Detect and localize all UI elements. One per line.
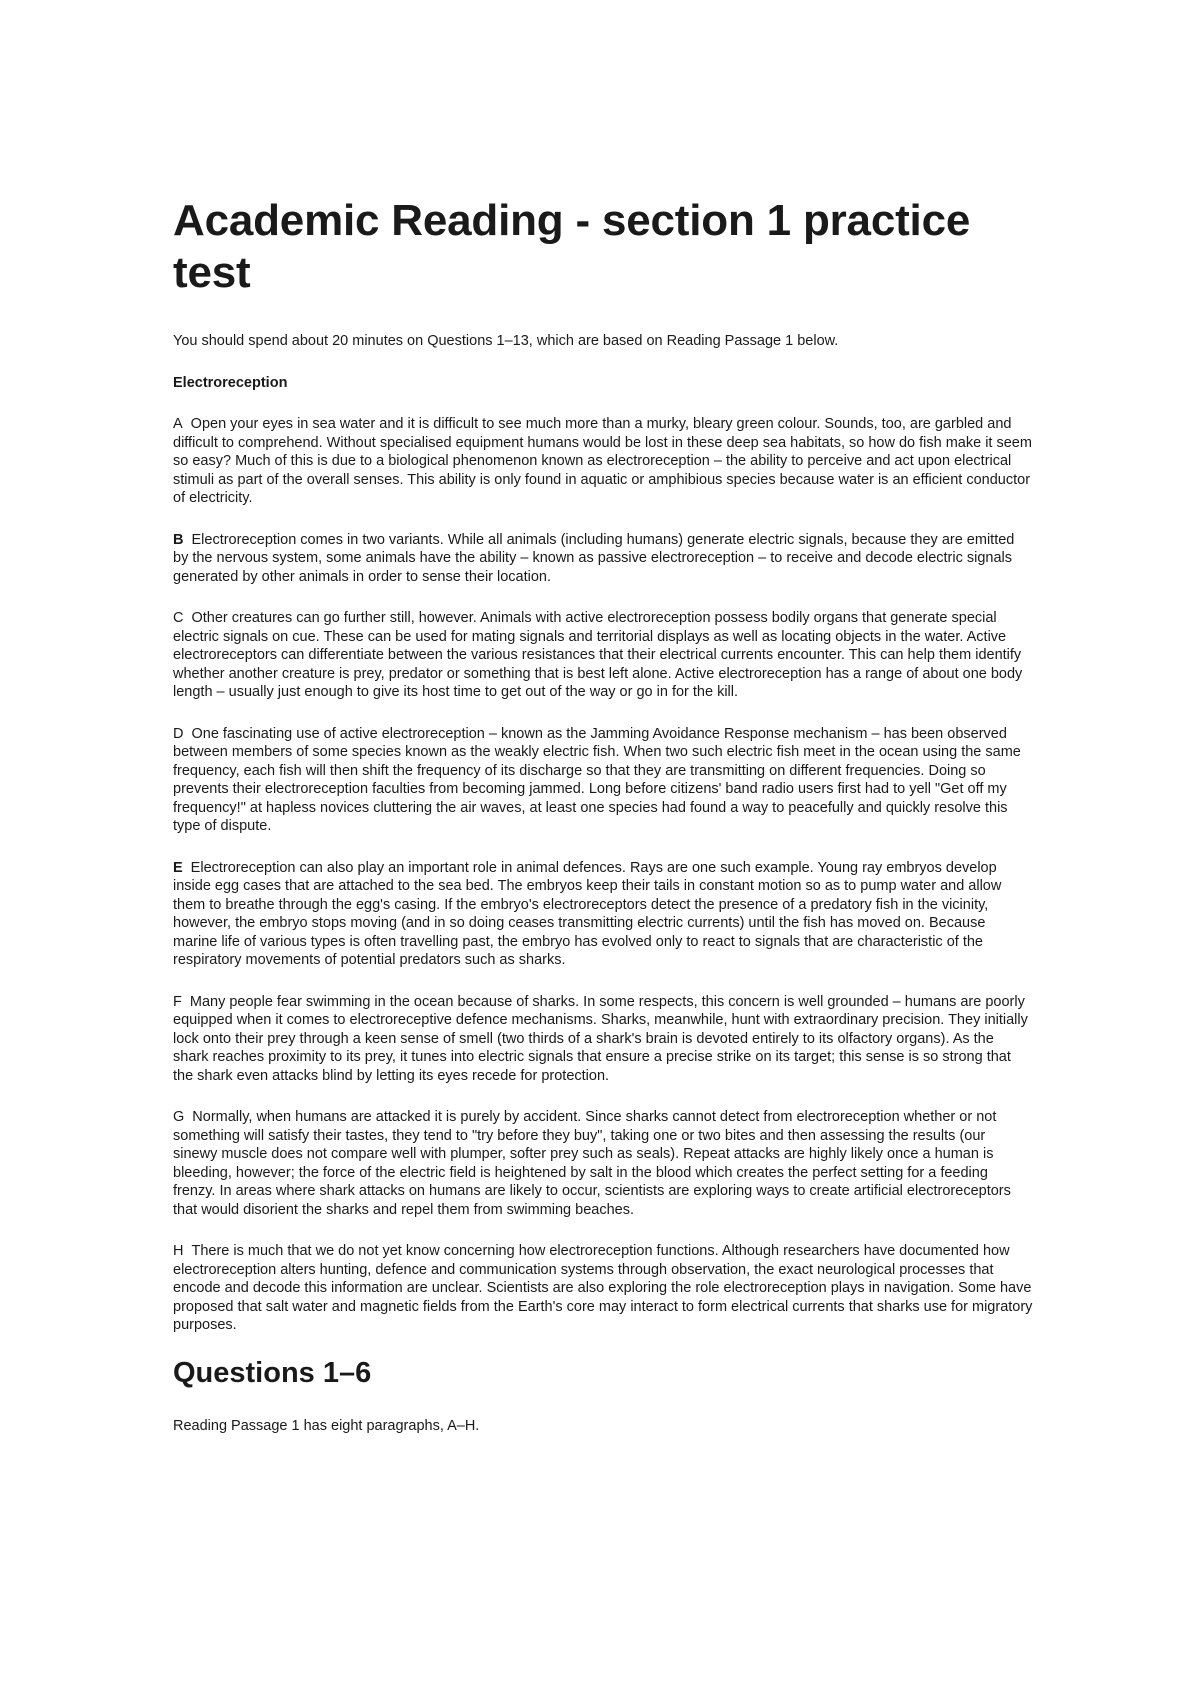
paragraph-letter: E [173,859,183,876]
paragraph-letter: H [173,1243,184,1259]
questions-instructions: Reading Passage 1 has eight paragraphs, A–H. [173,1417,480,1434]
paragraph-letter: D [173,725,184,742]
page-title: Academic Reading - section 1 practice test [173,196,971,297]
paragraph-d [173,725,1033,836]
paragraph-text: Electroreception can also play an important role in animal defences. Rays are one such example. Young ray embryos develop inside egg cases that are attached to the sea bed. The embryos keep their tails in constant motion so as to pump water and allow them to breathe through the egg's casing. If the embryo's electroreceptors detect the presence of a predatory fish in the vicinity, however, the embryo stops moving (and in so doing ceases transmitting electric currents) until the fish has moved on. Because marine life of various types is often travelling past, the embryo has evolved only to react to signals that are characteristic of the respiratory movements of potential predators such as sharks. [173,859,1002,968]
paragraph-letter: G [173,1109,185,1125]
passage-title: Electroreception [173,374,288,391]
paragraph-letter: C [173,610,184,626]
paragraph-a [173,415,1033,508]
paragraph-f [173,993,1033,1086]
paragraph-b [173,531,1033,587]
paragraph-text: Electroreception comes in two variants. While all animals (including humans) generate electric signals, because they are emitted by the nervous system, some animals have the ability – known as passive electroreception – to receive and decode electric signals generated by other animals in order to sense their location. [173,531,1015,585]
paragraph-h [173,1242,1033,1335]
paragraph-letter: A [173,416,183,432]
paragraph-letter: B [173,531,184,548]
paragraph-text: Other creatures can go further still, however. Animals with active electroreception possess bodily organs that generate special electric signals on cue. These can be used for mating signals and territorial displays as well as locating objects in the water. Active electroreceptors can differentiate between the various resistances that their electrical currents encounter. This can help them identify whether another creature is prey, predator or something that is best left alone. Active electroreception has a range of about one body length – usually just enough to give its host time to get out of the way or go in for the kill. [173,610,1023,700]
paragraph-text: Open your eyes in sea water and it is difficult to see much more than a murky, bleary green colour. Sounds, too, are garbled and difficult to comprehend. Without specialised equipment humans would be lost in these deep sea habitats, so how do fish make it seem so easy? Much of this is due to a biological phenomenon known as electroreception – the ability to perceive and act upon electrical stimuli as part of the overall senses. This ability is only found in aquatic or amphibious species because water is an efficient conductor of electricity. [173,416,1032,506]
intro-text: You should spend about 20 minutes on Questions 1–13, which are based on Reading Passage 1 below. [173,333,839,349]
paragraph-text: There is much that we do not yet know concerning how electroreception functions. Although researchers have documented how electroreception alters hunting, defence and communication systems through observation, the exact neurological processes that encode and decode this information are unclear. Scientists are also exploring the role electroreception plays in navigation. Some have proposed that salt water and magnetic fields from the Earth's core may interact to form electrical currents that sharks use for migratory purposes. [173,1243,1033,1333]
paragraph-c [173,609,1033,702]
paragraph-text: Many people fear swimming in the ocean because of sharks. In some respects, this concern is well grounded – humans are poorly equipped when it comes to electroreceptive defence mechanisms. Sharks, meanwhile, hunt with extraordinary precision. They initially lock onto their prey through a keen sense of smell (two thirds of a shark's brain is devoted entirely to its olfactory organs). As the shark reaches proximity to its prey, it tunes into electric signals that ensure a precise strike on its target; this sense is so strong that the shark even attacks blind by letting its eyes recede for protection. [173,993,1028,1084]
paragraph-letter: F [173,993,182,1010]
paragraph-text: One fascinating use of active electroreception – known as the Jamming Avoidance Response mechanism – has been observed between members of some species known as the weakly electric fish. When two such electric fish meet in the ocean using the same frequency, each fish will then shift the frequency of its discharge so that they are transmitting on different frequencies. Doing so prevents their electroreception faculties from becoming jammed. Long before citizens' band radio users first had to yell "Get off my frequency!" at hapless novices cluttering the air waves, at least one species had found a way to peacefully and quickly resolve this type of dispute. [173,725,1021,834]
document-page [173,195,1033,1435]
paragraph-text: Normally, when humans are attacked it is purely by accident. Since sharks cannot detect from electroreception whether or not something will satisfy their tastes, they tend to "try before they buy", taking one or two bites and then assessing the results (our sinewy muscle does not compare well with plumper, softer prey such as seals). Repeat attacks are highly likely once a human is bleeding, however; the force of the electric field is heightened by salt in the blood which creates the perfect setting for a feeding frenzy. In areas where shark attacks on humans are likely to occur, scientists are exploring ways to create artificial electroreceptors that would disorient the sharks and repel them from swimming beaches. [173,1109,1011,1218]
questions-heading: Questions 1–6 [173,1356,372,1389]
paragraph-g [173,1108,1033,1219]
paragraph-e [173,859,1033,970]
